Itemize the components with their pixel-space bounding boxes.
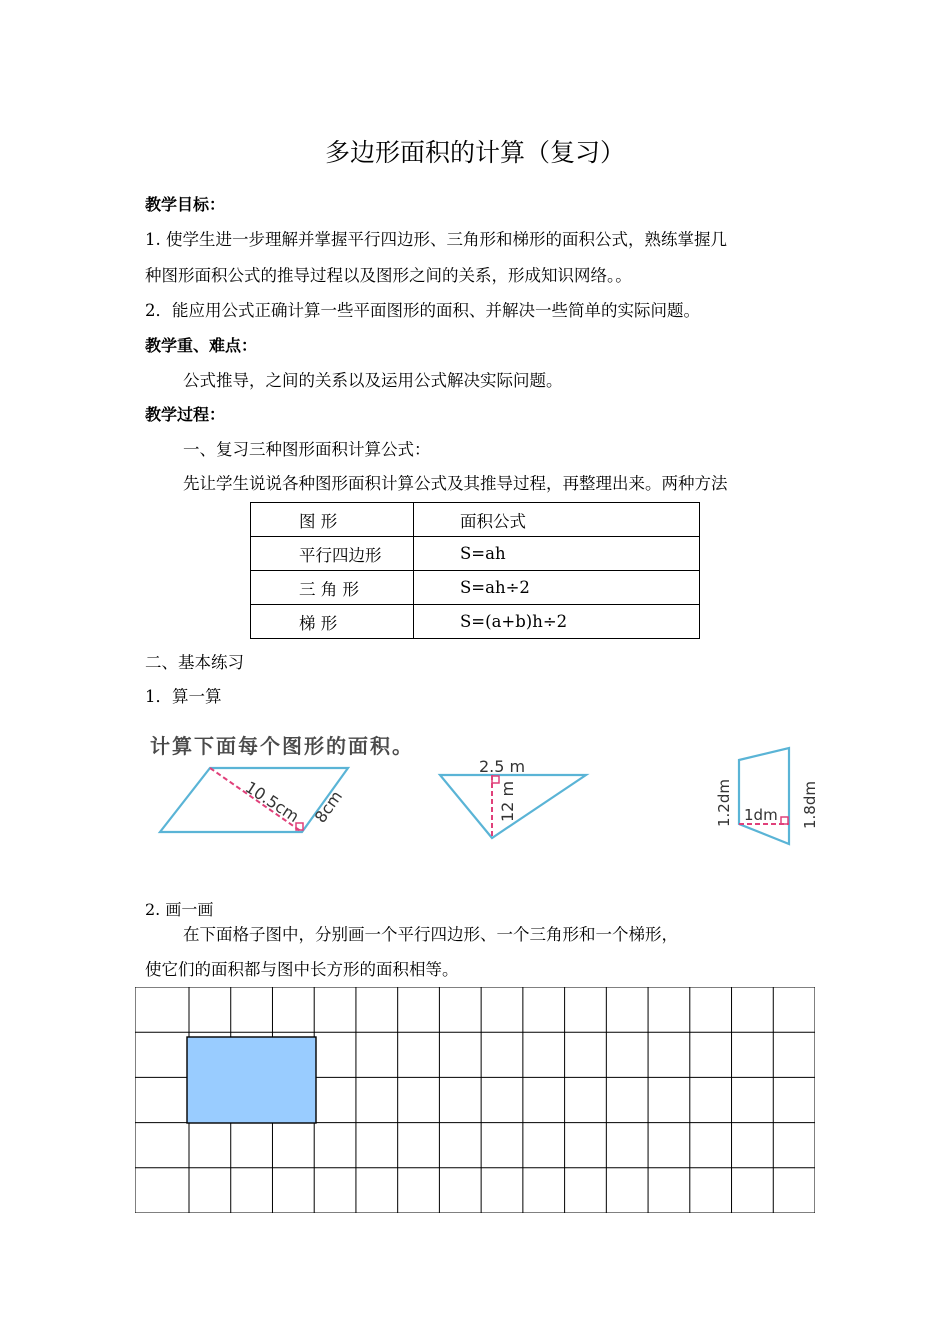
section-1-heading: 一、复习三种图形面积计算公式： bbox=[183, 440, 431, 459]
exercise-2-heading: 2. 画一画 bbox=[145, 900, 214, 919]
page-title: 多边形面积的计算（复习） bbox=[324, 138, 625, 167]
section-1-text: 先让学生说说各种图形面积计算公式及其推导过程，再整理出来。两种方法 bbox=[183, 474, 728, 493]
table-header-formula: 面积公式 bbox=[414, 503, 700, 537]
objectives-heading: 教学目标： bbox=[145, 195, 226, 214]
triangle-base-label: 2.5 m bbox=[479, 757, 526, 776]
objective-2: 2．能应用公式正确计算一些平面图形的面积、并解决一些简单的实际问题。 bbox=[145, 301, 700, 320]
trapezoid-right-label: 1.8dm bbox=[801, 781, 819, 829]
shapes-figure bbox=[140, 724, 840, 864]
table-header-shape: 图 形 bbox=[251, 503, 414, 537]
keypoints-heading: 教学重、难点： bbox=[145, 336, 258, 355]
table-cell-formula: S=ah÷2 bbox=[414, 571, 700, 605]
exercise-2-line1: 在下面格子图中，分别画一个平行四边形、一个三角形和一个梯形， bbox=[183, 925, 678, 944]
keypoints-text: 公式推导，之间的关系以及运用公式解决实际问题。 bbox=[183, 371, 563, 390]
formula-table bbox=[250, 502, 700, 639]
drawing-grid[interactable] bbox=[135, 987, 815, 1213]
table-header-row bbox=[251, 503, 700, 537]
right-angle-mark bbox=[781, 817, 788, 824]
reference-rectangle bbox=[187, 1037, 316, 1123]
figure-title: 计算下面每个图形的面积。 bbox=[150, 734, 414, 758]
table-cell-shape: 三 角 形 bbox=[251, 571, 414, 605]
process-heading: 教学过程： bbox=[145, 405, 226, 424]
exercise-1-heading: 1．算一算 bbox=[145, 687, 222, 706]
parallelogram-side-label: 8cm bbox=[310, 787, 347, 827]
table-row bbox=[251, 537, 700, 571]
table-cell-shape: 梯 形 bbox=[251, 605, 414, 639]
section-2-heading: 二、基本练习 bbox=[145, 653, 244, 672]
trapezoid-shape bbox=[739, 748, 789, 844]
objective-1-line2: 种图形面积公式的推导过程以及图形之间的关系，形成知识网络。。 bbox=[145, 266, 632, 285]
table-cell-formula: S=(a+b)h÷2 bbox=[414, 605, 700, 639]
table-cell-shape: 平行四边形 bbox=[251, 537, 414, 571]
table-cell-formula: S=ah bbox=[414, 537, 700, 571]
table-row bbox=[251, 571, 700, 605]
triangle-height-label: 12 m bbox=[498, 780, 517, 822]
trapezoid-left-label: 1.2dm bbox=[715, 779, 733, 827]
exercise-2-line2: 使它们的面积都与图中长方形的面积相等。 bbox=[145, 960, 459, 979]
table-row bbox=[251, 605, 700, 639]
objective-1-line1: 1. 使学生进一步理解并掌握平行四边形、三角形和梯形的面积公式，熟练掌握几 bbox=[145, 230, 727, 249]
trapezoid-height-label: 1dm bbox=[744, 806, 778, 824]
parallelogram-diagonal-label: 10.5cm bbox=[241, 777, 303, 827]
